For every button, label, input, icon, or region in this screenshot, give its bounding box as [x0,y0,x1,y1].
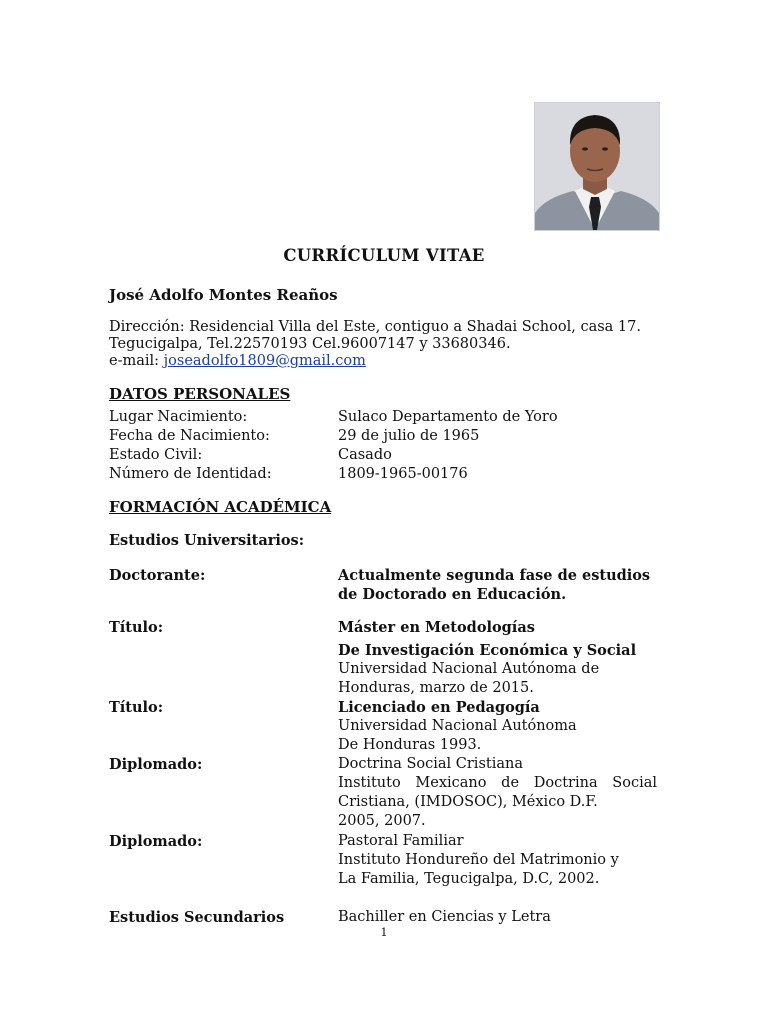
diploma-2-line-3: La Familia, Tegucigalpa, D.C, 2002. [338,871,600,887]
id-number-label: Número de Identidad: [109,466,272,482]
portrait-image [535,103,659,230]
bachelor-line-3: De Honduras 1993. [338,737,482,753]
master-line-1: Máster en Metodologías [338,619,535,636]
doctorate-line-2: de Doctorado en Educación. [338,586,567,603]
marital-status-value: Casado [338,447,392,463]
diploma-2-line-1: Pastoral Familiar [338,833,464,849]
secondary-studies-value: Bachiller en Ciencias y Letra [338,909,551,925]
birthdate-value: 29 de julio de 1965 [338,428,480,444]
birthplace-label: Lugar Nacimiento: [109,409,248,425]
master-line-4: Honduras, marzo de 2015. [338,680,534,696]
profile-photo [534,102,660,231]
email-line [109,352,366,371]
diploma-1-line-4: 2005, 2007. [338,813,426,829]
doctorate-line-1: Actualmente segunda fase de estudios [338,567,651,584]
diploma-1-line-1: Doctrina Social Cristiana [338,756,523,772]
page-number: 1 [380,926,388,939]
doctorate-label: Doctorante: [109,567,206,584]
birthplace-value: Sulaco Departamento de Yoro [338,409,558,425]
id-number-value: 1809-1965-00176 [338,466,468,482]
diploma-1-label: Diplomado: [109,756,203,773]
diploma-2-label: Diplomado: [109,833,203,850]
birthdate-label: Fecha de Nacimiento: [109,428,270,444]
bachelor-line-1: Licenciado en Pedagogía [338,699,540,716]
master-line-3: Universidad Nacional Autónoma de [338,661,600,677]
phones-line: Tegucigalpa, Tel.22570193 Cel.96007147 y 33680346. [109,336,511,352]
bachelor-title-label: Título: [109,699,164,716]
diploma-2-line-2: Instituto Hondureño del Matrimonio y [338,852,619,868]
email-label: e-mail: [109,353,164,369]
diploma-1-line-2: Instituto Mexicano de Doctrina Social [338,775,657,791]
marital-status-label: Estado Civil: [109,447,203,463]
person-name: José Adolfo Montes Reaños [109,286,338,304]
master-title-label: Título: [109,619,164,636]
academic-heading: FORMACIÓN ACADÉMICA [109,498,332,516]
university-studies-heading: Estudios Universitarios: [109,532,305,549]
document-title: CURRÍCULUM VITAE [283,246,485,265]
bachelor-line-2: Universidad Nacional Autónoma [338,718,577,734]
master-line-2: De Investigación Económica y Social [338,642,637,659]
diploma-1-line-3: Cristiana, (IMDOSOC), México D.F. [338,794,598,810]
personal-data-heading: DATOS PERSONALES [109,385,291,403]
secondary-studies-label: Estudios Secundarios [109,909,285,926]
email-link[interactable]: joseadolfo1809@gmail.com [163,353,366,369]
address-line: Dirección: Residencial Villa del Este, contiguo a Shadai School, casa 17. [109,319,641,335]
